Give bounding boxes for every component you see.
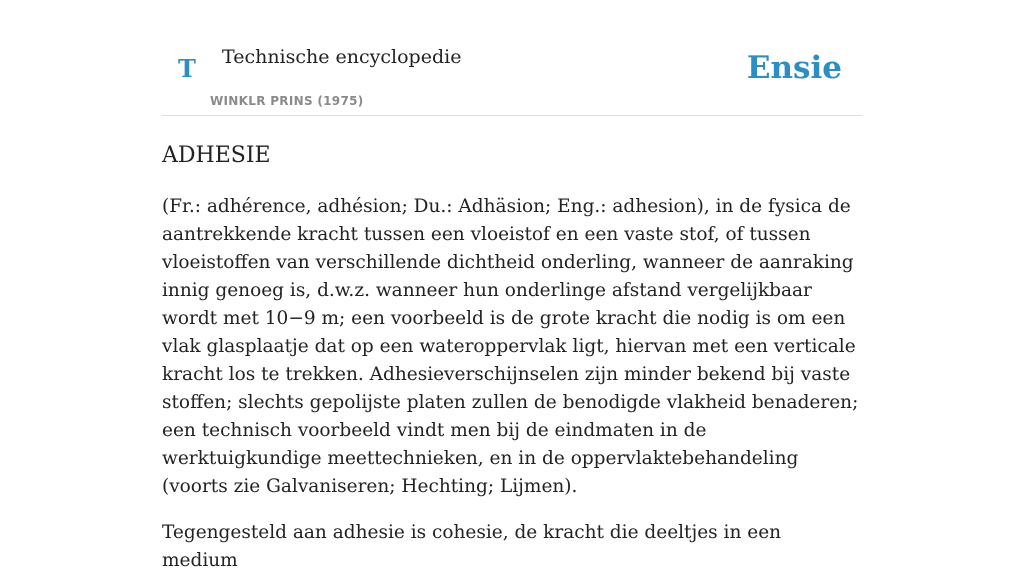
book-title-link[interactable]: Technische encyclopedie [222, 46, 462, 68]
book-subtitle: WINKLR PRINS (1975) [210, 94, 364, 108]
article-page [162, 0, 862, 571]
article-title: ADHESIE [162, 143, 271, 168]
article-paragraph: Tegengesteld aan adhesie is cohesie, de kracht die deeltjes in een medium [162, 522, 782, 571]
ensie-logo-link[interactable]: Ensie [746, 50, 842, 86]
book-logo[interactable]: T [178, 54, 196, 83]
book-header [162, 0, 862, 116]
article-paragraph: (Fr.: adhérence, adhésion; Du.: Adhäsion; Eng.: adhesion), in de fysica de aantrekkende kracht tussen een vloeistof en een vaste stof, of tussen vloeistoffen van verschillende dichtheid onderling, wanneer de aanraking innig genoeg is, d.w.z. wanneer hun onderlinge afstand vergelijkbaar wordt met 10−9 m; een voorbeeld is de grote kracht die nodig is om een vlak glasplaatje dat op een wateroppervlak ligt, hiervan met een verticale kracht los te trekken. Adhesieverschijnselen zijn minder bekend bij vaste stoffen; slechts gepolijste platen zullen de benodigde vlakheid benaderen; een technisch voorbeeld vindt men bij de eindmaten in de werktuigkundige meettechnieken, en in de oppervlaktebehandeling (voorts zie Galvaniseren; Hechting; Lijmen). [162, 196, 859, 497]
